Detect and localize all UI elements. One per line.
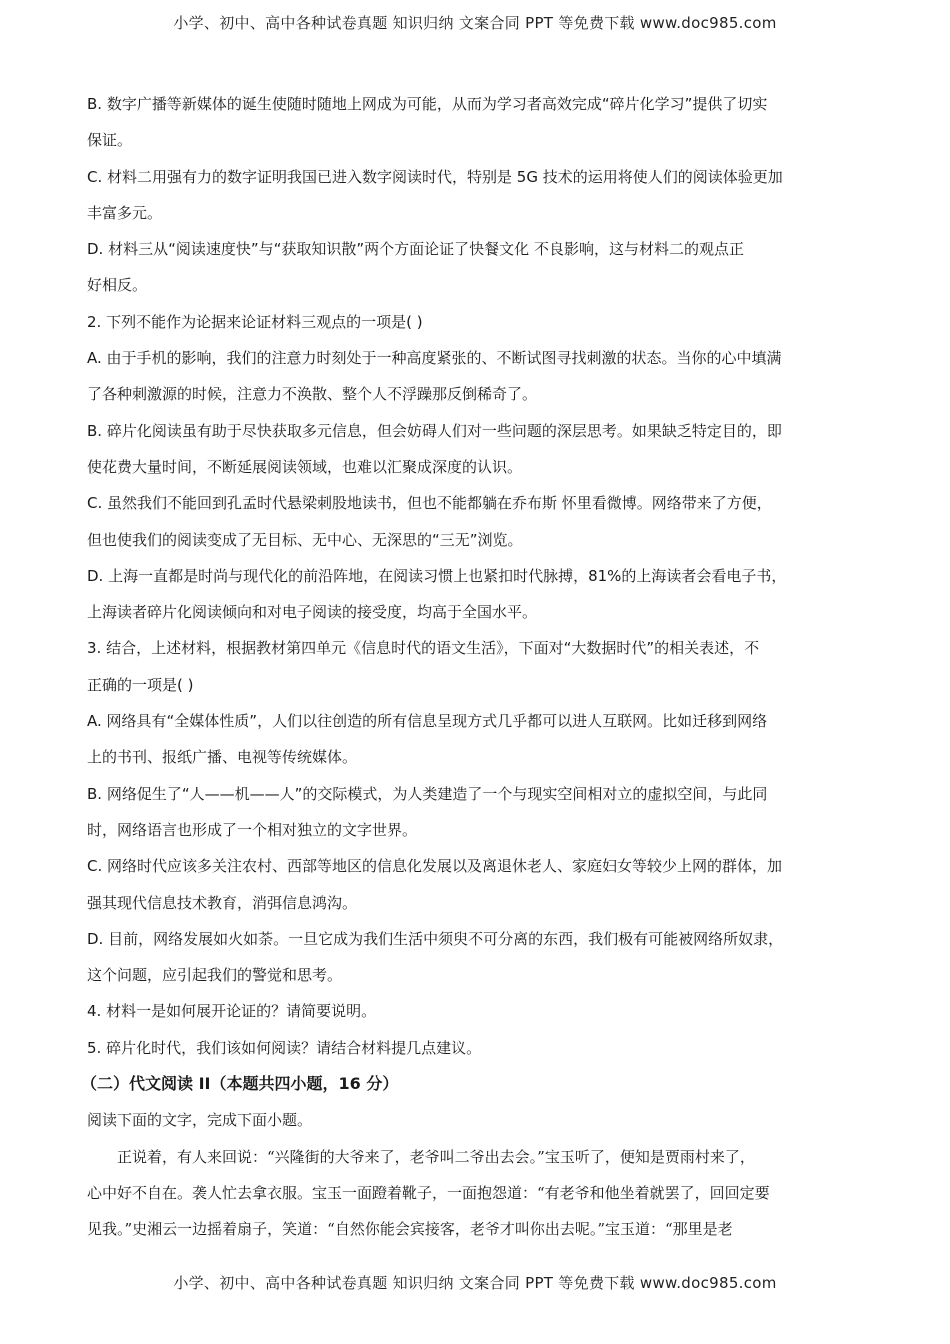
passage-line: 心中好不自在。袭人忙去拿衣服。宝玉一面蹬着靴子，一面抱怨道：“有老爷和他坐着就罢了，回回定要 — [87, 1183, 770, 1202]
q2-option-a-cont: 了各种刺激源的时候，注意力不涣散、整个人不浮躁那反倒稀奇了。 — [87, 385, 538, 404]
section-instruction: 阅读下面的文字，完成下面小题。 — [87, 1111, 313, 1130]
q1-option-c: C. 材料二用强有力的数字证明我国已进入数字阅读时代，特别是 5G 技术的运用将使人们的阅读体验更加 — [87, 167, 783, 186]
q2-option-b: B. 碎片化阅读虽有助于尽快获取多元信息，但会妨碍人们对一些问题的深层思考。如果缺乏特定目的，即 — [87, 421, 782, 440]
page-header: 小学、初中、高中各种试卷真题 知识归纳 文案合同 PPT 等免费下载 www.doc985.com — [173, 14, 777, 32]
q3-option-a-cont: 上的书刊、报纸广播、电视等传统媒体。 — [87, 748, 358, 767]
q1-option-d-cont: 好相反。 — [87, 276, 148, 295]
q3-option-c-cont: 强其现代信息技术教育，消弭信息鸿沟。 — [87, 893, 358, 912]
q3-option-c: C. 网络时代应该多关注农村、西部等地区的信息化发展以及离退休老人、家庭妇女等较少上网的群体，加 — [87, 857, 783, 876]
q5-stem: 5. 碎片化时代，我们该如何阅读？请结合材料提几点建议。 — [87, 1038, 482, 1057]
q3-option-d: D. 目前，网络发展如火如荼。一旦它成为我们生活中须臾不可分离的东西，我们极有可能被网络所奴隶， — [87, 929, 784, 948]
q2-option-c-cont: 但也使我们的阅读变成了无目标、无中心、无深思的“三无”浏览。 — [87, 530, 523, 549]
q2-option-a: A. 由于手机的影响，我们的注意力时刻处于一种高度紧张的、不断试图寻找刺激的状态。当你的心中填满 — [87, 349, 782, 368]
q2-option-d: D. 上海一直都是时尚与现代化的前沿阵地，在阅读习惯上也紧扣时代脉搏，81%的上海读者会看电子书， — [87, 566, 787, 585]
q3-option-b: B. 网络促生了“人——机——人”的交际模式，为人类建造了一个与现实空间相对立的虚拟空间，与此同 — [87, 784, 768, 803]
q2-option-d-cont: 上海读者碎片化阅读倾向和对电子阅读的接受度，均高于全国水平。 — [87, 603, 538, 622]
q1-option-b-cont: 保证。 — [87, 131, 133, 150]
q1-option-c-cont: 丰富多元。 — [87, 203, 163, 222]
passage-line: 见我。”史湘云一边摇着扇子，笑道：“自然你能会宾接客，老爷才叫你出去呢。”宝玉道：“那里是老 — [87, 1220, 733, 1239]
q3-stem-cont: 正确的一项是( ) — [87, 675, 194, 694]
q3-option-d-cont: 这个问题，应引起我们的警觉和思考。 — [87, 966, 343, 985]
section-title: （二）代文阅读 II（本题共四小题，16 分） — [81, 1074, 399, 1094]
q2-option-c: C. 虽然我们不能回到孔孟时代悬梁刺股地读书，但也不能都躺在乔布斯 怀里看微博。网络带来了方便， — [87, 494, 772, 513]
q1-option-d: D. 材料三从“阅读速度快”与“获取知识散”两个方面论证了快餐文化 不良影响，这与材料二的观点正 — [87, 240, 744, 259]
document-body — [81, 86, 865, 1248]
q2-stem: 2. 下列不能作为论据来论证材料三观点的一项是( ) — [87, 312, 423, 331]
q3-option-b-cont: 时，网络语言也形成了一个相对独立的文字世界。 — [87, 820, 418, 839]
page-footer: 小学、初中、高中各种试卷真题 知识归纳 文案合同 PPT 等免费下载 www.doc985.com — [173, 1274, 777, 1292]
q2-option-b-cont: 使花费大量时间，不断延展阅读领域，也难以汇聚成深度的认识。 — [87, 457, 523, 476]
passage-line: 正说着，有人来回说：“兴隆街的大爷来了，老爷叫二爷出去会。”宝玉听了，便知是贾雨村来了， — [117, 1147, 755, 1166]
q1-option-b: B. 数字广播等新媒体的诞生使随时随地上网成为可能，从而为学习者高效完成“碎片化学习”提供了切实 — [87, 95, 768, 113]
q4-stem: 4. 材料一是如何展开论证的？请简要说明。 — [87, 1002, 377, 1021]
q3-option-a: A. 网络具有“全媒体性质”，人们以往创造的所有信息呈现方式几乎都可以进人互联网。比如迁移到网络 — [87, 712, 768, 731]
q3-stem: 3. 结合，上述材料，根据教材第四单元《信息时代的语文生活》，下面对“大数据时代”的相关表述，不 — [87, 639, 760, 658]
